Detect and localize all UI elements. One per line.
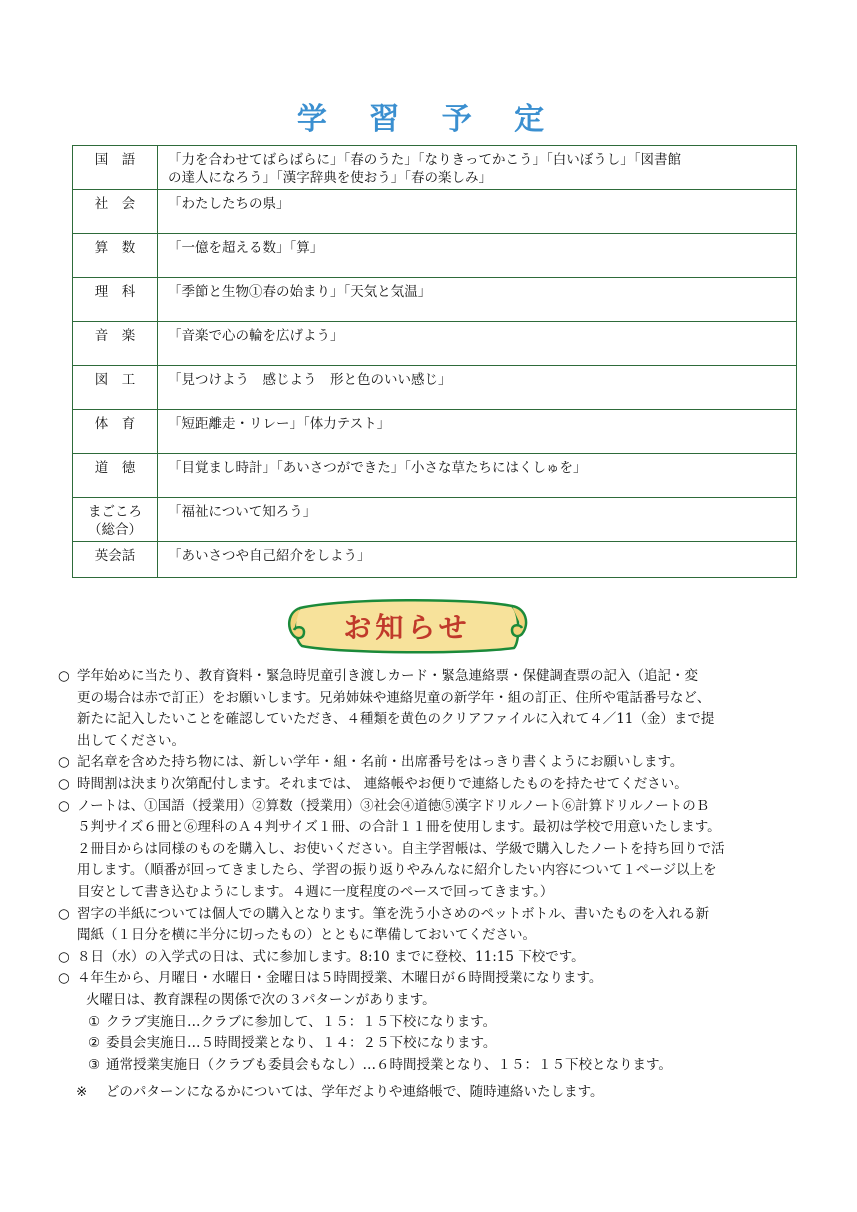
notice-item: [58, 666, 798, 752]
content-cell: 「短距離走・リレー」「体力テスト」: [158, 410, 797, 454]
footnote: [58, 1082, 798, 1104]
pattern-text: 通常授業実施日（クラブも委員会もなし）…６時間授業となり、１５：１５下校となります。: [106, 1056, 672, 1073]
schedule-row: [73, 454, 797, 498]
pattern-number: ①: [88, 1013, 101, 1030]
subject-cell: 算 数: [73, 234, 158, 278]
notice-text: 学年始めに当たり、教育資料・緊急時児童引き渡しカード・緊急連絡票・保健調査票の記入（追記・変 更の場合は赤で訂正）をお願いします。兄弟姉妹や連絡児童の新学年・組の訂正、住所や電話番号など、 新たに記入したいことを確認していただき、４種類を黄色のクリアファイルに入れて４／11（金）まで提 出してください。: [77, 668, 715, 749]
content-cell: 「あいさつや自己紹介をしよう」: [158, 542, 797, 578]
pattern-text: クラブ実施日…クラブに参加して、１５：１５下校になります。: [106, 1013, 497, 1030]
pattern-item: [58, 1012, 798, 1034]
pattern-text: 委員会実施日…５時間授業となり、１４：２５下校になります。: [106, 1035, 497, 1052]
bullet-mark: ○: [58, 948, 70, 965]
notice-text: ８日（水）の入学式の日は、式に参加します。8:10 までに登校、11:15 下校です。: [77, 948, 585, 965]
schedule-row: [73, 366, 797, 410]
note-text: どのパターンになるかについては、学年だよりや連絡帳で、随時連絡いたします。: [105, 1084, 604, 1101]
subject-cell: まごころ （総合）: [73, 498, 158, 542]
pattern-item: [58, 1033, 798, 1055]
content-cell: 「力を合わせてばらばらに」「春のうた」「なりきってかこう」「白いぼうし」「図書館 の達人になろう」「漢字辞典を使おう」「春の楽しみ」: [158, 146, 797, 190]
content-cell: 「わたしたちの県」: [158, 190, 797, 234]
schedule-row: [73, 146, 797, 190]
tuesday-intro: 火曜日は、教育課程の関係で次の３パターンがあります。: [86, 991, 436, 1008]
bullet-mark: ○: [58, 905, 70, 922]
bullet-mark: ○: [58, 970, 70, 987]
banner-text: お知らせ: [343, 611, 471, 644]
content-cell: 「音楽で心の輪を広げよう」: [158, 322, 797, 366]
notice-text: 記名章を含めた持ち物には、新しい学年・組・名前・出席番号をはっきり書くようにお願いします。: [77, 754, 684, 771]
schedule-row: [73, 190, 797, 234]
content-cell: 「季節と生物①春の始まり」「天気と気温」: [158, 278, 797, 322]
notice-text: 時間割は決まり次第配付します。それまでは、 連絡帳やお便りで連絡したものを持たせてください。: [77, 775, 688, 792]
bullet-mark: ○: [58, 797, 70, 814]
notice-item: [58, 796, 798, 904]
content-cell: 「見つけよう 感じよう 形と色のいい感じ」: [158, 366, 797, 410]
page-title: 学 習 予 定: [296, 102, 561, 137]
notice-item: [58, 904, 798, 947]
subject-cell: 理 科: [73, 278, 158, 322]
subject-cell: 社 会: [73, 190, 158, 234]
bullet-mark: ○: [58, 668, 70, 684]
subject-cell: 体 育: [73, 410, 158, 454]
note-mark: ※: [76, 1084, 88, 1101]
pattern-item: [58, 1055, 798, 1077]
notice-text: ノートは、①国語（授業用）②算数（授業用）③社会④道徳⑤漢字ドリルノート⑥計算ドリルノートのＢ ５判サイズ６冊と⑥理科のＡ４判サイズ１冊、の合計１１冊を使用します。最初は学校で用意いたします。 ２冊目からは同様のものを購入し、お使いください。自主学習帳は、学級で購入したノートを持ち回りで活 用します。（順番が回ってきましたら、学習の振り返りやみんなに紹介したい内容について１ページ以上を 目安として書き込むようにします。４週に一度程度のペースで回ってきます。）: [77, 797, 725, 900]
bullet-mark: ○: [58, 754, 70, 771]
notice-item: [58, 947, 798, 969]
pattern-number: ②: [88, 1035, 101, 1052]
content-cell: 「目覚まし時計」「あいさつができた」「小さな草たちにはくしゅを」: [158, 454, 797, 498]
schedule-row: [73, 542, 797, 578]
notice-text: ４年生から、月曜日・水曜日・金曜日は５時間授業、木曜日が６時間授業になります。: [77, 970, 603, 987]
subject-cell: 英会話: [73, 542, 158, 578]
schedule-row: [73, 410, 797, 454]
notice-item: [58, 774, 798, 796]
subject-cell: 図 工: [73, 366, 158, 410]
content-cell: 「一億を超える数」「算」: [158, 234, 797, 278]
notices-section: [58, 666, 798, 1104]
schedule-row: [73, 322, 797, 366]
schedule-row: [73, 234, 797, 278]
schedule-row: [73, 278, 797, 322]
pattern-number: ③: [88, 1056, 101, 1073]
schedule-row: [73, 498, 797, 542]
notice-text: 習字の半紙については個人での購入となります。筆を洗う小さめのペットボトル、書いたものを入れる新 聞紙（１日分を横に半分に切ったもの）とともに準備しておいてください。: [77, 905, 710, 944]
subject-cell: 音 楽: [73, 322, 158, 366]
subject-cell: 国 語: [73, 146, 158, 190]
notice-item: [58, 752, 798, 774]
subject-cell: 道 徳: [73, 454, 158, 498]
notice-item: [58, 968, 798, 990]
content-cell: 「福祉について知ろう」: [158, 498, 797, 542]
schedule-table: [72, 145, 797, 578]
bullet-mark: ○: [58, 775, 70, 792]
notice-banner: [282, 594, 532, 658]
